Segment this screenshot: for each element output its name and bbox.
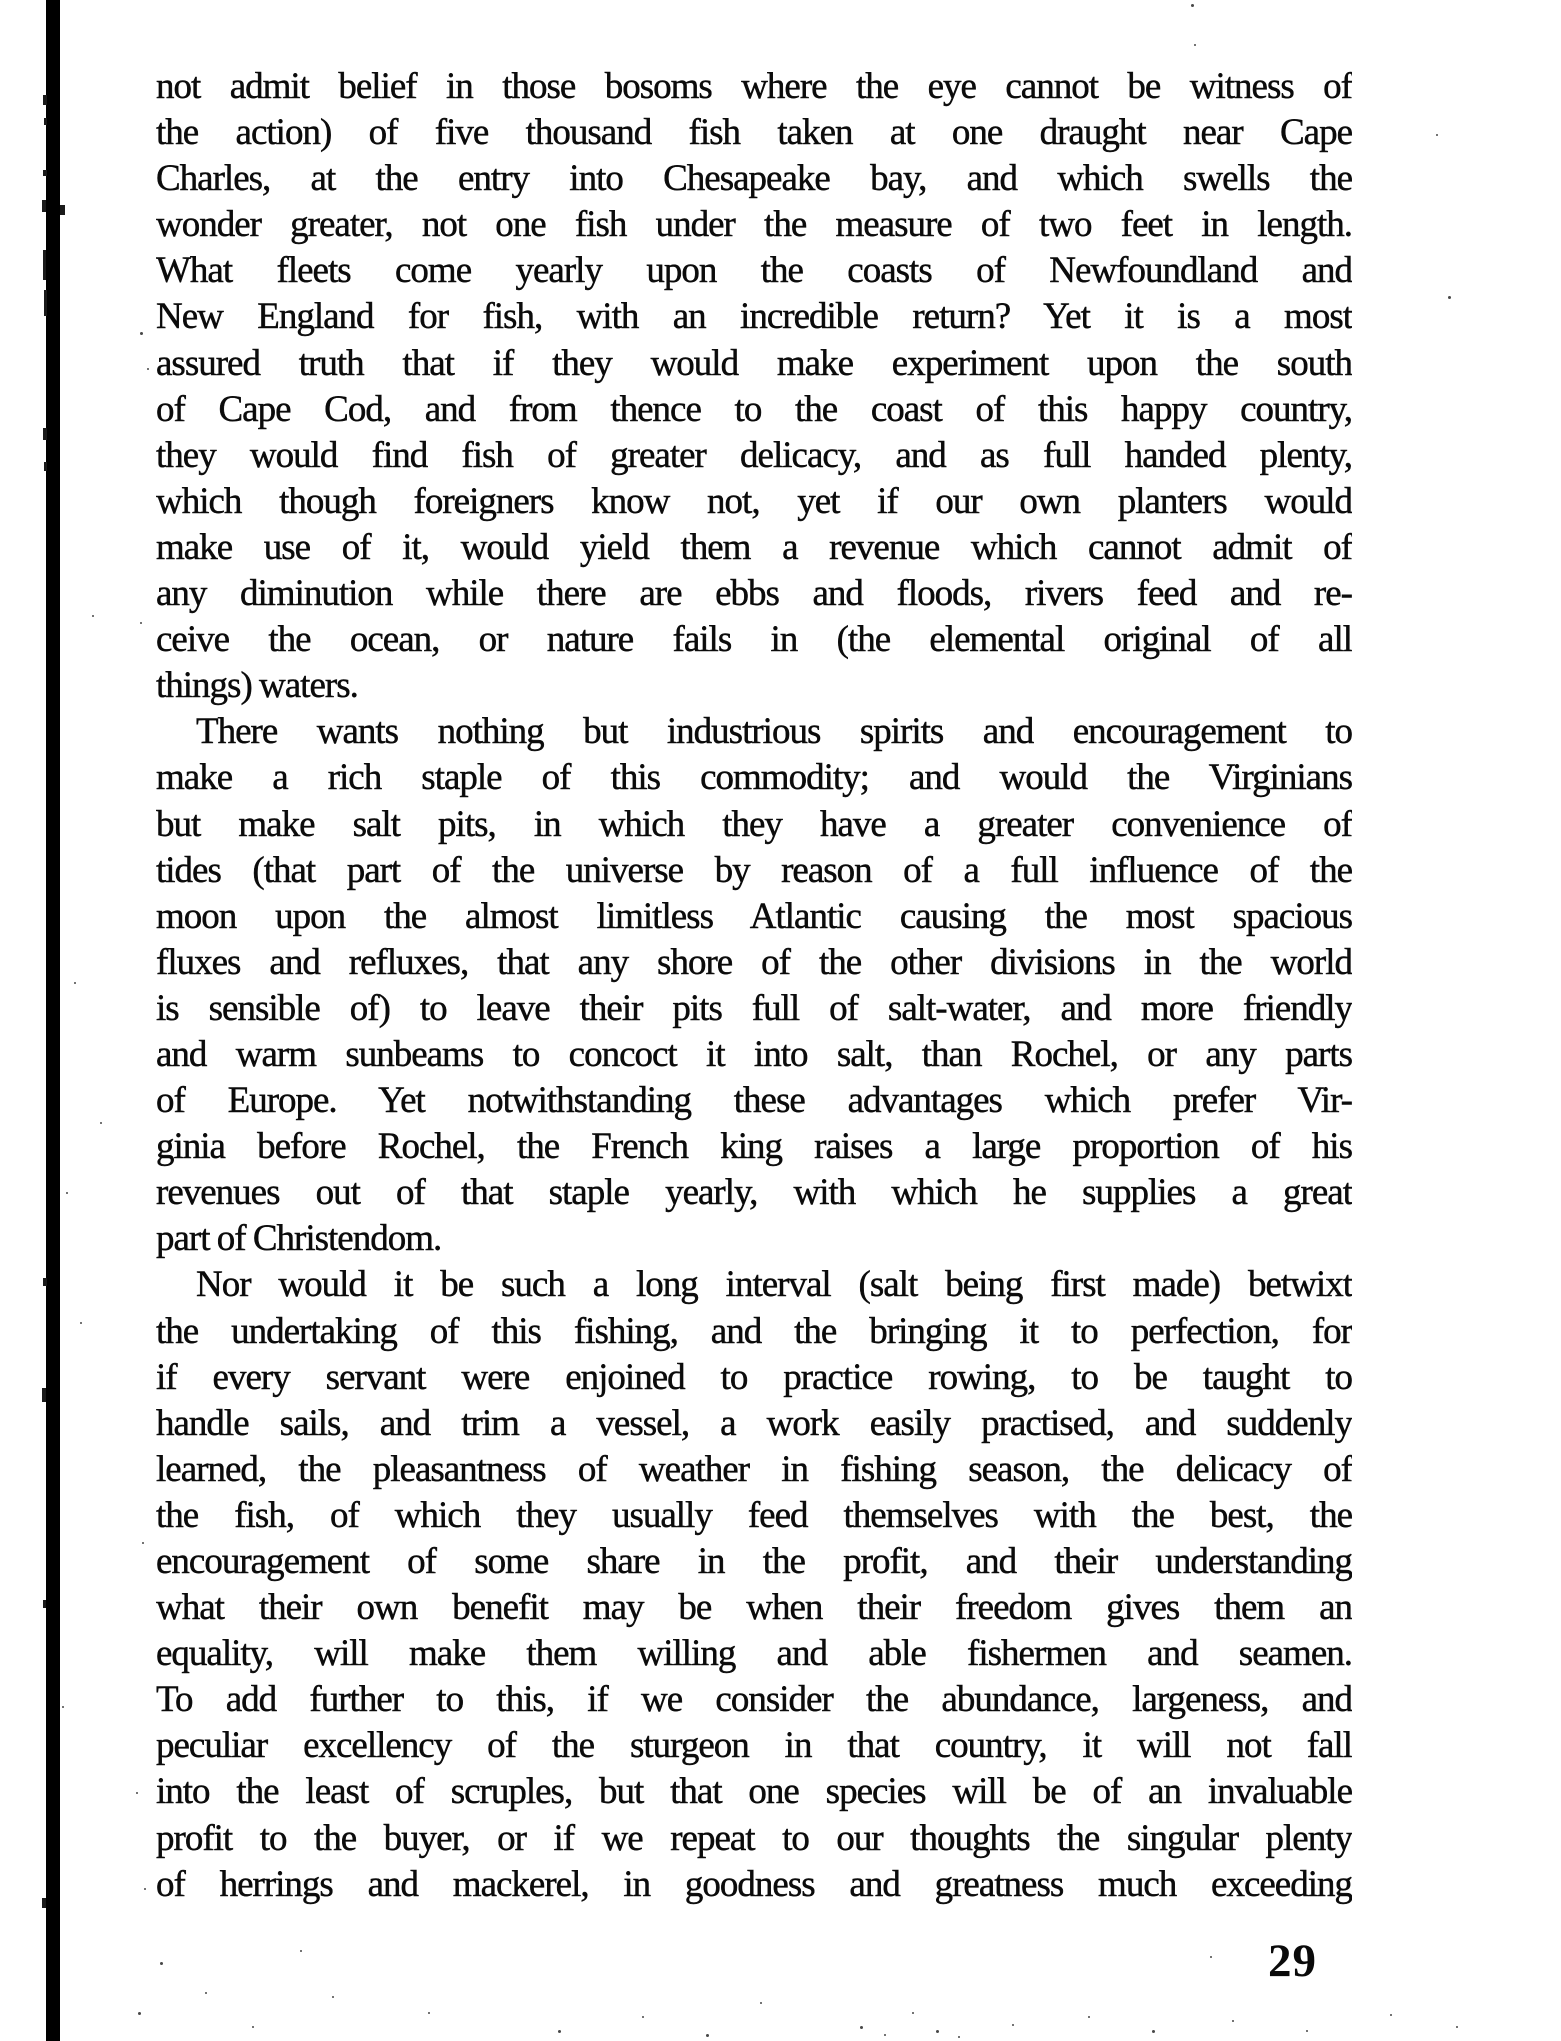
text-line: part of Christendom.	[156, 1218, 442, 1260]
text-line: the fish, of which they usually feed themselves with the best, the	[156, 1494, 1352, 1536]
text-line: profit to the buyer, or if we repeat to our thoughts the singular plenty	[156, 1817, 1352, 1859]
text-line: Nor would it be such a long interval (salt being first made) betwixt	[196, 1264, 1352, 1306]
text-line: but make salt pits, in which they have a greater convenience of	[156, 803, 1352, 845]
text-line: of herrings and mackerel, in goodness and greatness much exceeding	[156, 1863, 1352, 1905]
text-line: what their own benefit may be when their freedom gives them an	[156, 1587, 1352, 1629]
text-line: There wants nothing but industrious spirits and encouragement to	[196, 711, 1352, 753]
text-line: wonder greater, not one fish under the measure of two feet in length.	[156, 204, 1352, 246]
text-line: What fleets come yearly upon the coasts of Newfoundland and	[156, 250, 1352, 292]
text-line: they would find fish of greater delicacy, and as full handed plenty,	[156, 434, 1352, 476]
page-number: 29	[1268, 1935, 1317, 1987]
text-line: fluxes and refluxes, that any shore of the other divisions in the world	[156, 941, 1352, 983]
text-line: and warm sunbeams to concoct it into salt, than Rochel, or any parts	[156, 1033, 1352, 1075]
text-line: ginia before Rochel, the French king raises a large proportion of his	[156, 1126, 1352, 1168]
text-line: moon upon the almost limitless Atlantic causing the most spacious	[156, 895, 1352, 937]
binding-gutter-bar	[46, 0, 60, 2041]
text-line: not admit belief in those bosoms where the eye cannot be witness of	[156, 66, 1352, 107]
text-line: handle sails, and trim a vessel, a work easily practised, and suddenly	[156, 1402, 1352, 1444]
text-line: into the least of scruples, but that one species will be of an invaluable	[156, 1771, 1352, 1813]
page-text	[156, 64, 1352, 1908]
text-line: encouragement of some share in the profit, and their understanding	[156, 1541, 1352, 1582]
text-line: Charles, at the entry into Chesapeake bay, and which swells the	[156, 158, 1352, 200]
text-line: make use of it, would yield them a revenue which cannot admit of	[156, 526, 1352, 568]
text-line: any diminution while there are ebbs and floods, rivers feed and re-	[156, 573, 1352, 615]
text-line: the action) of five thousand fish taken at one draught near Cape	[156, 112, 1352, 154]
text-line: of Cape Cod, and from thence to the coast of this happy country,	[156, 388, 1352, 430]
text-line: peculiar excellency of the sturgeon in that country, it will not fall	[156, 1725, 1352, 1767]
text-line: is sensible of) to leave their pits full of salt-water, and more friendly	[156, 987, 1352, 1029]
text-line: revenues out of that staple yearly, with which he supplies a great	[156, 1172, 1352, 1214]
text-line: equality, will make them willing and able fishermen and seamen.	[156, 1633, 1352, 1675]
text-line: ceive the ocean, or nature fails in (the elemental original of all	[156, 619, 1352, 661]
text-line: of Europe. Yet notwithstanding these advantages which prefer Vir-	[156, 1080, 1352, 1122]
text-line: New England for fish, with an incredible return? Yet it is a most	[156, 296, 1352, 338]
text-line: learned, the pleasantness of weather in fishing season, the delicacy of	[156, 1448, 1352, 1490]
text-line: To add further to this, if we consider the abundance, largeness, and	[156, 1679, 1352, 1721]
text-line: the undertaking of this fishing, and the bringing it to perfection, for	[156, 1310, 1352, 1352]
text-line: things) waters.	[156, 665, 358, 707]
text-line: which though foreigners know not, yet if our own planters would	[156, 480, 1352, 522]
text-line: assured truth that if they would make experiment upon the south	[156, 342, 1352, 384]
text-line: tides (that part of the universe by reason of a full influence of the	[156, 849, 1352, 891]
text-line: if every servant were enjoined to practice rowing, to be taught to	[156, 1356, 1352, 1398]
text-line: make a rich staple of this commodity; and would the Virginians	[156, 757, 1352, 799]
